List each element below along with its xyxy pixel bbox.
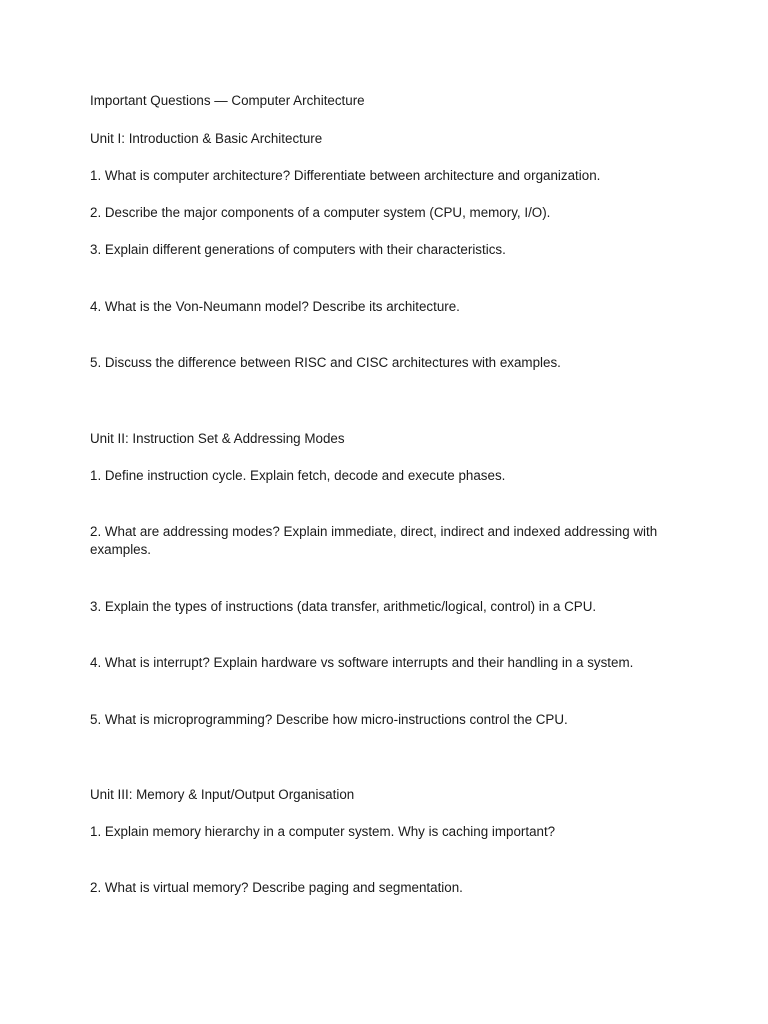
question-item: 5. Discuss the difference between RISC and CISC architectures with examples. [90, 355, 561, 370]
question-item: 2. What is virtual memory? Describe paging and segmentation. [90, 880, 463, 895]
question-item: 1. What is computer architecture? Differentiate between architecture and organization. [90, 168, 601, 183]
question-item: 2. What are addressing modes? Explain immediate, direct, indirect and indexed addressing with examples. [90, 524, 658, 557]
question-item: 1. Explain memory hierarchy in a computer system. Why is caching important? [90, 824, 556, 839]
question-item: 3. Explain different generations of computers with their characteristics. [90, 242, 506, 257]
document-title: Important Questions — Computer Architecture [90, 93, 365, 108]
question-item: 2. Describe the major components of a computer system (CPU, memory, I/O). [90, 205, 551, 220]
unit-heading: Unit II: Instruction Set & Addressing Modes [90, 431, 345, 446]
question-item: 1. Define instruction cycle. Explain fetch, decode and execute phases. [90, 468, 506, 483]
unit-heading: Unit III: Memory & Input/Output Organisation [90, 787, 355, 802]
question-item: 4. What is interrupt? Explain hardware vs software interrupts and their handling in a system. [90, 655, 634, 670]
unit-heading: Unit I: Introduction & Basic Architecture [90, 131, 323, 146]
question-item: 5. What is microprogramming? Describe how micro-instructions control the CPU. [90, 712, 568, 727]
question-item: 3. Explain the types of instructions (data transfer, arithmetic/logical, control) in a CPU. [90, 599, 597, 614]
question-item: 4. What is the Von-Neumann model? Describe its architecture. [90, 299, 460, 314]
